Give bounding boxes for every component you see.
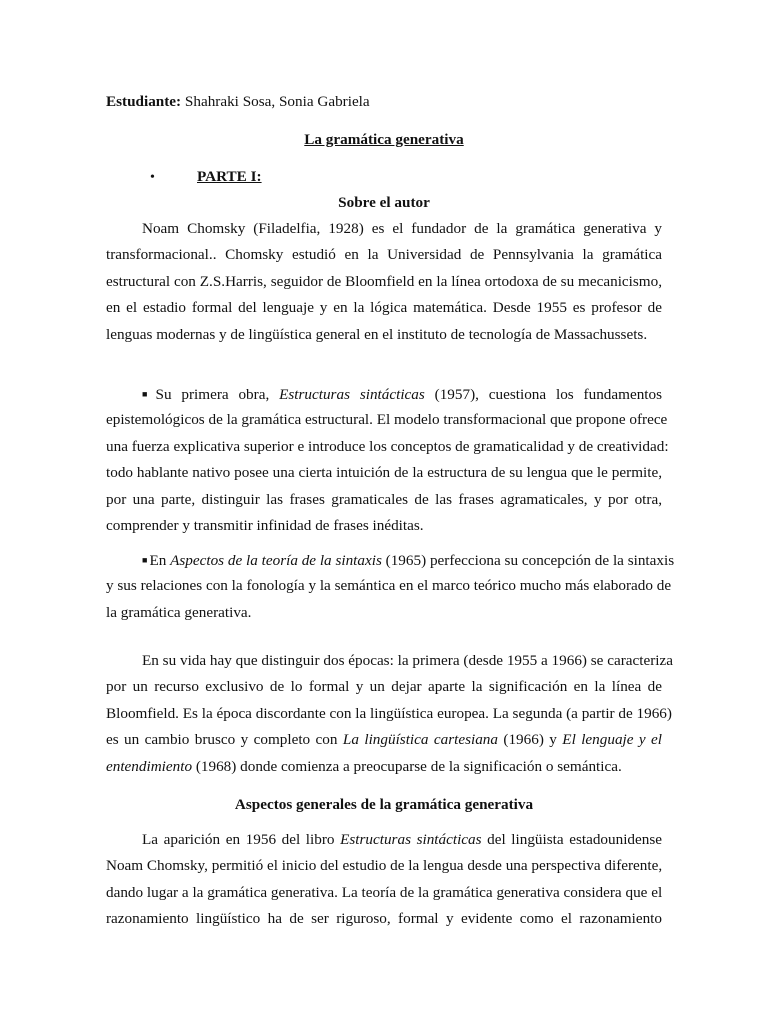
text-run: del lingüista estadounidense <box>481 831 663 848</box>
paragraph-line: comprender y transmitir infinidad de frases inéditas. <box>106 516 424 534</box>
book-title: entendimiento <box>106 757 193 775</box>
student-label: Estudiante: <box>106 93 182 110</box>
paragraph-generative-origin <box>106 827 662 933</box>
paragraph-line: en el estadio formal del lenguaje y en la lógica matemática. Desde 1955 es profesor de <box>106 299 662 317</box>
paragraph-line: lenguas modernas y de lingüística general en el instituto de tecnología de Massachussets. <box>106 325 648 343</box>
paragraph-line: estructural con Z.S.Harris, seguidor de Bloomfield en la línea ortodoxa de su mecanicismo, <box>106 272 662 290</box>
paragraph-syntax-aspects <box>106 547 675 626</box>
section-heading-author: Sobre el autor <box>338 194 430 211</box>
book-title: Estructuras sintácticas <box>279 386 425 403</box>
text-run: En <box>149 552 171 569</box>
book-title: Estructuras sintácticas <box>340 831 482 848</box>
book-title: El lenguaje y el <box>562 731 663 749</box>
book-title: La lingüística cartesiana <box>342 731 498 749</box>
square-bullet-icon: ■ <box>142 389 154 399</box>
paragraph-line: epistemológicos de la gramática estructural. El modelo transformacional que propone ofrece <box>106 411 668 429</box>
paragraph-two-epochs <box>106 648 673 780</box>
text-run: (1957), cuestiona los fundamentos <box>424 386 663 403</box>
paragraph-line <box>106 827 662 853</box>
paragraph-line: En su vida hay que distinguir dos épocas: la primera (desde 1955 a 1966) se caracteriza <box>142 652 673 669</box>
paragraph-line: razonamiento lingüístico ha de ser riguroso, formal y evidente como el razonamiento <box>106 910 662 928</box>
text-run: (1965) perfecciona su concepción de la sintaxis <box>381 552 675 569</box>
document-title: La gramática generativa <box>304 131 464 148</box>
paragraph-line <box>106 547 675 573</box>
book-title: Aspectos de la teoría de la sintaxis <box>170 552 382 569</box>
paragraph-line: transformacional.. Chomsky estudió en la Universidad de Pennsylvania la gramática <box>106 246 662 264</box>
section-heading-generative-aspects: Aspectos generales de la gramática generativa <box>234 796 534 813</box>
part-label: PARTE I: <box>197 168 262 185</box>
student-name: Shahraki Sosa, Sonia Gabriela <box>184 93 370 110</box>
paragraph-line <box>106 754 662 780</box>
text-run: Su primera obra, <box>155 386 280 403</box>
square-bullet-icon: ■ <box>142 555 148 565</box>
paragraph-first-work <box>106 381 669 539</box>
paragraph-line: la gramática generativa. <box>106 603 252 621</box>
paragraph-line: una fuerza explicativa superior e introduce los conceptos de gramaticalidad y de creatividad: <box>106 437 669 455</box>
paragraph-line: por una parte, distinguir las frases gramaticales de las frases agramaticales, y por otra, <box>106 490 662 508</box>
paragraph-line: Bloomfield. Es la época discordante con la lingüística europea. La segunda (a partir de 1966) <box>106 704 672 722</box>
paragraph-author-intro <box>106 216 662 348</box>
part-heading <box>150 167 262 188</box>
paragraph-line: todo hablante nativo posee una cierta intuición de la estructura de su lengua que le permite, <box>106 464 662 482</box>
paragraph-line: Noam Chomsky (Filadelfia, 1928) es el fundador de la gramática generativa y <box>142 220 662 237</box>
text-run: La aparición en 1956 del libro <box>142 831 341 848</box>
bullet-icon: • <box>150 170 155 185</box>
paragraph-line: dando lugar a la gramática generativa. La teoría de la gramática generativa considera que el <box>106 883 663 901</box>
paragraph-line <box>106 381 662 407</box>
text-run: es un cambio brusco y completo con <box>106 731 343 749</box>
text-run: (1966) y <box>498 731 563 749</box>
paragraph-line: y sus relaciones con la fonología y la semántica en el marco teórico mucho más elaborado de <box>106 577 672 595</box>
student-line <box>106 92 370 112</box>
paragraph-line: Noam Chomsky, permitió el inicio del estudio de la lengua desde una perspectiva diferente, <box>106 857 663 875</box>
paragraph-line <box>106 727 662 753</box>
paragraph-line: por un recurso exclusivo de lo formal y un dejar aparte la significación en la línea de <box>106 678 662 696</box>
text-run: (1968) donde comienza a preocuparse de la significación o semántica. <box>192 757 622 775</box>
